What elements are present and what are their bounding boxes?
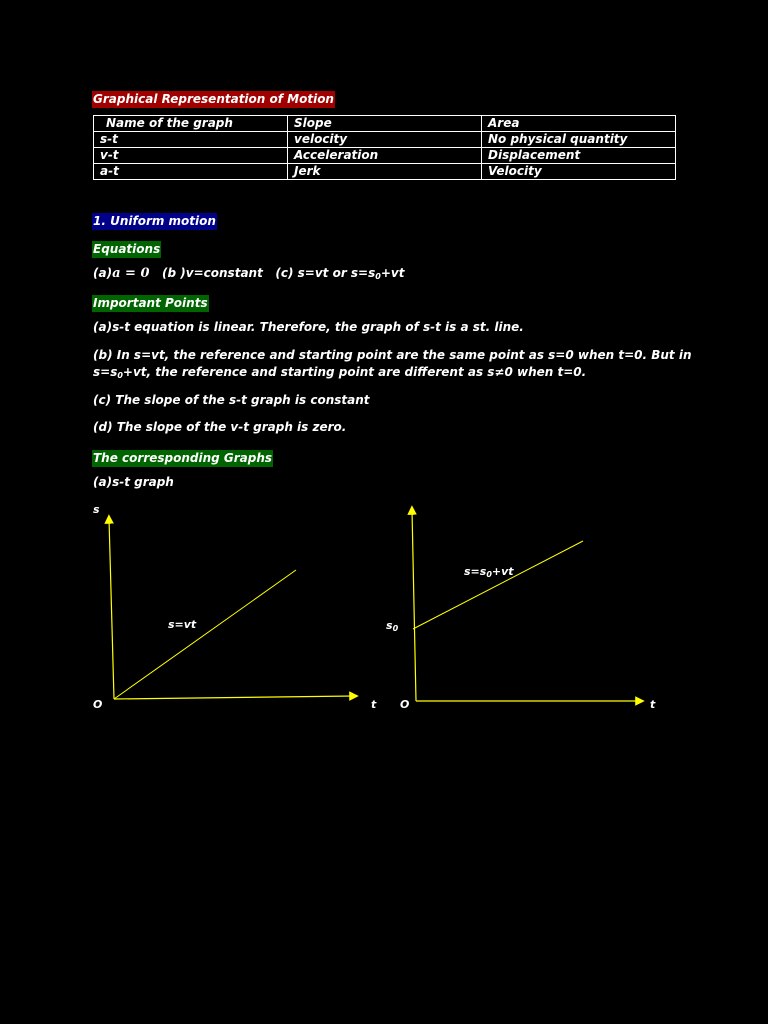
graph1-y-axis	[109, 519, 114, 699]
table-cell: No physical quantity	[482, 132, 676, 148]
page-title: Graphical Representation of Motion	[93, 92, 334, 106]
table-header-cell: Name of the graph	[94, 116, 288, 132]
table-header-cell: Slope	[288, 116, 482, 132]
graph2-line-s-s0-vt	[413, 541, 583, 629]
section-heading-uniform-motion: 1. Uniform motion	[93, 214, 216, 228]
point-a: (a)s-t equation is linear. Therefore, the graph of s-t is a st. line.	[93, 320, 524, 334]
section-heading-equations: Equations	[93, 242, 161, 256]
table-header-cell: Area	[482, 116, 676, 132]
point-b-line2-text-end: +vt, the reference and starting point are different as s≠0 when t=0.	[122, 365, 587, 379]
graph1-line-label: s=vt	[168, 618, 197, 631]
equation-a-prefix: (a)	[93, 266, 113, 280]
table-cell: Acceleration	[288, 148, 482, 164]
table-cell: s-t	[94, 132, 288, 148]
graph2-intercept-subscript: 0	[392, 624, 399, 633]
equation-c-subscript: 0	[375, 272, 381, 281]
graph1-x-label: t	[371, 698, 377, 711]
graph1-origin-label: O	[93, 698, 103, 711]
graph2-line-subscript: 0	[486, 570, 492, 579]
graph2-line-text: s=s	[464, 565, 487, 578]
point-b-line2-text: s=s	[93, 365, 118, 379]
point-b-subscript: 0	[117, 371, 123, 380]
table-cell: Velocity	[482, 164, 676, 180]
table-cell: v-t	[94, 148, 288, 164]
equation-c-text-end: +vt	[380, 266, 405, 280]
section-heading-corresponding-graphs: The corresponding Graphs	[93, 451, 273, 465]
graph2-intercept-text: s	[386, 619, 393, 632]
graph-caption: (a)s-t graph	[93, 475, 174, 489]
graph2-x-label: t	[650, 698, 656, 711]
graph2-intercept-label	[386, 619, 398, 633]
graph1-line-s-vt	[114, 570, 296, 699]
equation-b: (b )v=constant	[162, 266, 263, 280]
graph2-line-label	[464, 565, 514, 579]
table-cell: velocity	[288, 132, 482, 148]
graph2-y-axis	[412, 510, 416, 701]
point-c: (c) The slope of the s-t graph is constant	[93, 393, 370, 407]
graph1-y-label: s	[93, 503, 100, 516]
table-cell: Jerk	[288, 164, 482, 180]
point-d: (d) The slope of the v-t graph is zero.	[93, 420, 347, 434]
section-heading-important-points: Important Points	[93, 296, 208, 310]
equation-c-text: (c) s=vt or s=s	[275, 266, 376, 280]
point-b-line1: (b) In s=vt, the reference and starting point are the same point as s=0 when t=0. But in	[93, 348, 692, 362]
graph2-origin-label: O	[400, 698, 410, 711]
table-cell: Displacement	[482, 148, 676, 164]
equation-a-expr: a = 0	[112, 266, 150, 281]
graph2-line-text-end: +vt	[491, 565, 514, 578]
table-cell: a-t	[94, 164, 288, 180]
graph1-x-axis	[114, 696, 354, 699]
